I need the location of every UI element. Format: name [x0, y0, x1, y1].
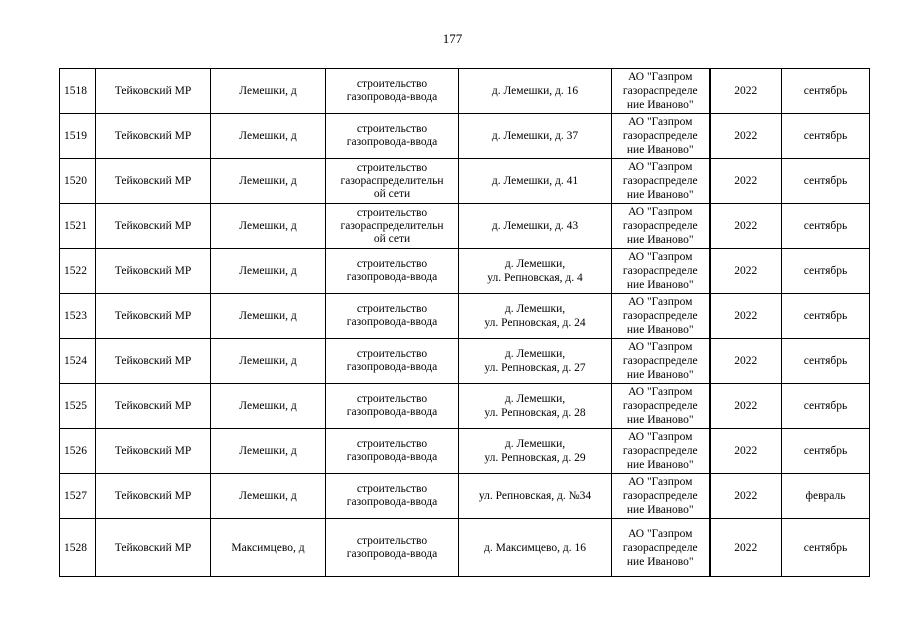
year-cell: 2022: [710, 249, 782, 294]
locality-cell: Лемешки, д: [211, 474, 326, 519]
table-row: [60, 204, 870, 249]
company-cell-line: ние Иваново": [626, 279, 694, 291]
company-cell: [612, 249, 710, 294]
address-cell: [459, 474, 612, 519]
month-cell: сентябрь: [782, 429, 870, 474]
address-cell: [459, 159, 612, 204]
table-row: [60, 474, 870, 519]
work-type-cell: [326, 114, 459, 159]
company-cell-line: ние Иваново": [626, 504, 694, 516]
work-type-cell-line: газораспределительн: [340, 174, 444, 187]
locality-cell: Максимцево, д: [211, 519, 326, 577]
month-cell: сентябрь: [782, 519, 870, 577]
locality-cell: Лемешки, д: [211, 249, 326, 294]
company-cell-line: АО "Газпром: [628, 476, 693, 488]
address-cell-line: д. Лемешки, д. 37: [491, 130, 579, 142]
locality-cell: Лемешки, д: [211, 294, 326, 339]
company-cell-line: ние Иваново": [626, 99, 694, 111]
month-cell: сентябрь: [782, 114, 870, 159]
company-cell-line: ние Иваново": [626, 555, 694, 568]
locality-cell: Лемешки, д: [211, 204, 326, 249]
month-cell: сентябрь: [782, 249, 870, 294]
row-number-cell: 1523: [60, 294, 96, 339]
work-type-cell-line: строительство: [356, 161, 428, 174]
locality-cell: Лемешки, д: [211, 114, 326, 159]
locality-cell: Лемешки, д: [211, 339, 326, 384]
address-cell: [459, 519, 612, 577]
year-cell: 2022: [710, 294, 782, 339]
company-cell-line: газораспределе: [622, 265, 698, 277]
company-cell-line: газораспределе: [622, 541, 698, 554]
company-cell-line: АО "Газпром: [628, 386, 693, 398]
work-type-cell-line: строительство: [356, 303, 428, 315]
month-cell: сентябрь: [782, 204, 870, 249]
table-row: [60, 114, 870, 159]
row-number-cell: 1521: [60, 204, 96, 249]
month-cell: сентябрь: [782, 69, 870, 114]
row-number-cell: 1519: [60, 114, 96, 159]
company-cell: [612, 204, 710, 249]
locality-cell: Лемешки, д: [211, 384, 326, 429]
address-cell-line: д. Лемешки, д. 41: [491, 175, 579, 187]
work-type-cell: [326, 204, 459, 249]
company-cell-line: газораспределе: [622, 310, 698, 322]
work-type-cell-line: строительство: [356, 534, 428, 547]
address-cell: [459, 294, 612, 339]
page-number: 177: [442, 31, 463, 46]
address-cell-line: д. Лемешки,: [504, 393, 566, 405]
address-cell: [459, 69, 612, 114]
company-cell-line: газораспределе: [622, 445, 698, 457]
address-cell: [459, 384, 612, 429]
work-type-cell: [326, 384, 459, 429]
address-cell-line: д. Лемешки, д. 43: [491, 220, 579, 232]
district-cell: Тейковский МР: [96, 249, 211, 294]
company-cell-line: ние Иваново": [626, 459, 694, 471]
table-row: [60, 384, 870, 429]
work-type-cell: [326, 519, 459, 577]
company-cell-line: АО "Газпром: [628, 71, 693, 83]
company-cell-line: АО "Газпром: [628, 431, 693, 443]
work-type-cell-line: газопровода-ввода: [346, 361, 438, 373]
row-number-cell: 1526: [60, 429, 96, 474]
address-cell-line: д. Лемешки, д. 16: [491, 85, 579, 97]
work-type-cell: [326, 429, 459, 474]
work-type-cell-line: ой сети: [373, 187, 411, 200]
company-cell: [612, 519, 710, 577]
company-cell-line: АО "Газпром: [628, 296, 693, 308]
work-type-cell-line: ой сети: [373, 232, 411, 245]
company-cell-line: ние Иваново": [626, 324, 694, 336]
company-cell-line: газораспределе: [622, 400, 698, 412]
work-type-cell-line: газораспределительн: [340, 219, 444, 232]
company-cell: [612, 474, 710, 519]
district-cell: Тейковский МР: [96, 204, 211, 249]
work-type-cell-line: газопровода-ввода: [346, 316, 438, 328]
table-row: [60, 429, 870, 474]
company-cell: [612, 114, 710, 159]
work-type-cell-line: строительство: [356, 348, 428, 360]
row-number-cell: 1518: [60, 69, 96, 114]
month-cell: февраль: [782, 474, 870, 519]
work-type-cell-line: газопровода-ввода: [346, 451, 438, 463]
work-type-cell-line: строительство: [356, 438, 428, 450]
year-cell: 2022: [710, 474, 782, 519]
company-cell: [612, 429, 710, 474]
work-type-cell-line: строительство: [356, 78, 428, 90]
district-cell: Тейковский МР: [96, 114, 211, 159]
address-cell: [459, 114, 612, 159]
company-cell-line: АО "Газпром: [628, 206, 693, 218]
year-cell: 2022: [710, 429, 782, 474]
address-cell: [459, 339, 612, 384]
year-cell: 2022: [710, 384, 782, 429]
work-type-cell-line: газопровода-ввода: [346, 136, 438, 148]
company-cell-line: ние Иваново": [626, 144, 694, 156]
company-cell-line: АО "Газпром: [628, 116, 693, 128]
work-type-cell-line: газопровода-ввода: [346, 91, 438, 103]
work-type-cell-line: газопровода-ввода: [346, 271, 438, 283]
work-type-cell-line: строительство: [356, 123, 428, 135]
row-number-cell: 1528: [60, 519, 96, 577]
company-cell: [612, 159, 710, 204]
company-cell-line: газораспределе: [622, 175, 698, 187]
company-cell-line: ние Иваново": [626, 369, 694, 381]
locality-cell: Лемешки, д: [211, 159, 326, 204]
table-row: [60, 339, 870, 384]
work-type-cell: [326, 339, 459, 384]
district-cell: Тейковский МР: [96, 339, 211, 384]
company-cell: [612, 69, 710, 114]
gasification-table: [59, 68, 870, 577]
company-cell: [612, 294, 710, 339]
year-cell: 2022: [710, 69, 782, 114]
work-type-cell-line: газопровода-ввода: [346, 547, 438, 560]
district-cell: Тейковский МР: [96, 429, 211, 474]
company-cell-line: АО "Газпром: [628, 341, 693, 353]
address-cell-line: ул. Репновская, д. 28: [484, 407, 586, 419]
company-cell-line: газораспределе: [622, 490, 698, 502]
company-cell-line: газораспределе: [622, 220, 698, 232]
year-cell: 2022: [710, 114, 782, 159]
locality-cell: Лемешки, д: [211, 69, 326, 114]
work-type-cell: [326, 249, 459, 294]
company-cell-line: АО "Газпром: [628, 251, 693, 263]
month-cell: сентябрь: [782, 339, 870, 384]
work-type-cell: [326, 69, 459, 114]
year-cell: 2022: [710, 519, 782, 577]
company-cell-line: ние Иваново": [626, 414, 694, 426]
table-row: [60, 159, 870, 204]
district-cell: Тейковский МР: [96, 294, 211, 339]
district-cell: Тейковский МР: [96, 384, 211, 429]
table-row: [60, 519, 870, 577]
row-number-cell: 1524: [60, 339, 96, 384]
district-cell: Тейковский МР: [96, 69, 211, 114]
company-cell-line: АО "Газпром: [628, 527, 693, 540]
company-cell: [612, 384, 710, 429]
row-number-cell: 1527: [60, 474, 96, 519]
address-cell-line: ул. Репновская, д. 24: [484, 317, 586, 329]
company-cell-line: газораспределе: [622, 130, 698, 142]
work-type-cell: [326, 159, 459, 204]
company-cell-line: ние Иваново": [626, 189, 694, 201]
address-cell-line: ул. Репновская, д. 29: [484, 452, 586, 464]
table-row: [60, 249, 870, 294]
address-cell-line: ул. Репновская, д. 4: [487, 272, 583, 284]
company-cell-line: ние Иваново": [626, 234, 694, 246]
work-type-cell-line: строительство: [356, 258, 428, 270]
year-cell: 2022: [710, 159, 782, 204]
table-row: [60, 69, 870, 114]
table-row: [60, 294, 870, 339]
address-cell-line: д. Максимцево, д. 16: [484, 541, 586, 554]
address-cell-line: ул. Репновская, д. №34: [478, 490, 592, 502]
district-cell: Тейковский МР: [96, 519, 211, 577]
work-type-cell-line: газопровода-ввода: [346, 496, 438, 508]
address-cell: [459, 249, 612, 294]
company-cell-line: АО "Газпром: [628, 161, 693, 173]
locality-cell: Лемешки, д: [211, 429, 326, 474]
work-type-cell: [326, 474, 459, 519]
address-cell: [459, 429, 612, 474]
row-number-cell: 1525: [60, 384, 96, 429]
address-cell-line: д. Лемешки,: [504, 303, 566, 315]
district-cell: Тейковский МР: [96, 159, 211, 204]
work-type-cell-line: газопровода-ввода: [346, 406, 438, 418]
year-cell: 2022: [710, 204, 782, 249]
work-type-cell: [326, 294, 459, 339]
company-cell-line: газораспределе: [622, 85, 698, 97]
address-cell: [459, 204, 612, 249]
month-cell: сентябрь: [782, 159, 870, 204]
company-cell: [612, 339, 710, 384]
work-type-cell-line: строительство: [356, 206, 428, 219]
month-cell: сентябрь: [782, 384, 870, 429]
month-cell: сентябрь: [782, 294, 870, 339]
address-cell-line: д. Лемешки,: [504, 258, 566, 270]
address-cell-line: д. Лемешки,: [504, 348, 566, 360]
row-number-cell: 1520: [60, 159, 96, 204]
year-cell: 2022: [710, 339, 782, 384]
address-cell-line: ул. Репновская, д. 27: [484, 362, 586, 374]
row-number-cell: 1522: [60, 249, 96, 294]
work-type-cell-line: строительство: [356, 393, 428, 405]
district-cell: Тейковский МР: [96, 474, 211, 519]
work-type-cell-line: строительство: [356, 483, 428, 495]
address-cell-line: д. Лемешки,: [504, 438, 566, 450]
company-cell-line: газораспределе: [622, 355, 698, 367]
